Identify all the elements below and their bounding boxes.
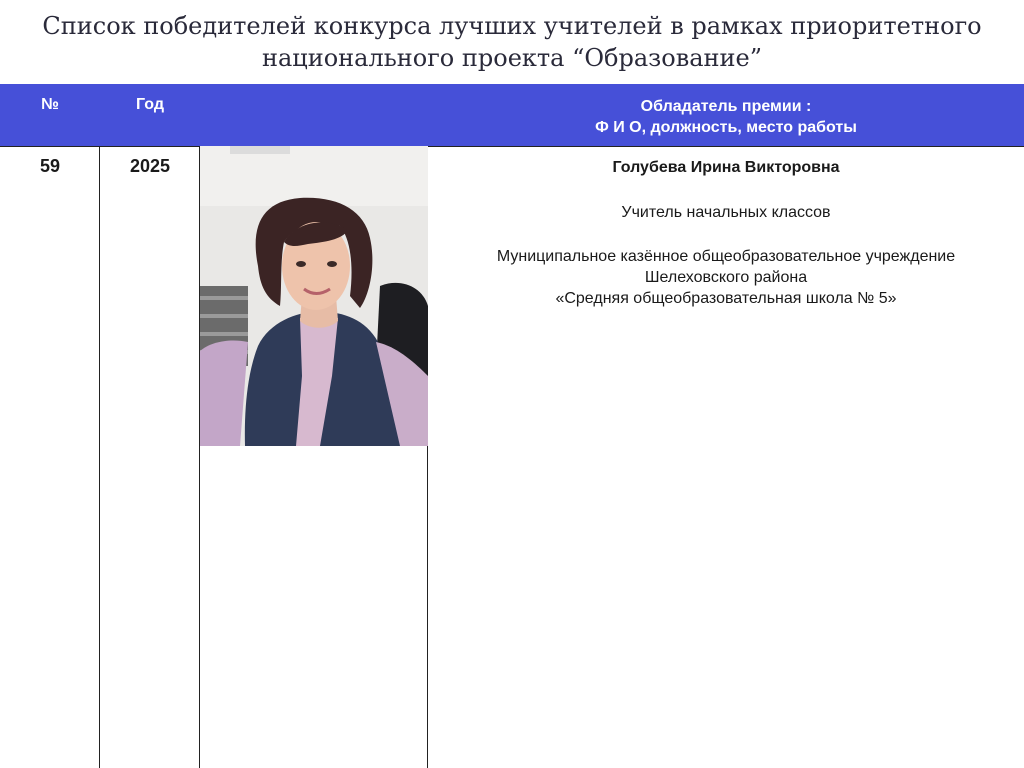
page-title-line-2: национального проекта “Образование” <box>261 44 762 72</box>
header-owner <box>428 84 1024 146</box>
header-owner-line-1: Обладатель премии : <box>640 98 812 115</box>
winner-photo <box>200 146 428 446</box>
portrait-image <box>200 146 428 446</box>
header-owner-line-2: Ф И О, должность, место работы <box>595 119 857 136</box>
winner-workplace <box>428 246 1024 309</box>
table-row-divider <box>0 146 1024 147</box>
header-year: Год <box>136 96 164 113</box>
workplace-line-1: Муниципальное казённое общеобразовательное учреждение <box>496 248 956 265</box>
winner-name: Голубева Ирина Викторовна <box>612 159 840 176</box>
winner-position: Учитель начальных классов <box>621 204 831 221</box>
workplace-line-2: Шелеховского района <box>644 269 808 286</box>
workplace-line-3: «Средняя общеобразовательная школа № 5» <box>555 290 897 307</box>
winner-info <box>428 157 1024 309</box>
page-title-line-1: Список победителей конкурса лучших учителей в рамках приоритетного <box>42 12 982 40</box>
column-divider-1 <box>99 146 100 768</box>
row-year: 2025 <box>129 156 171 176</box>
table-header <box>0 84 1024 146</box>
page-title <box>0 10 1024 74</box>
header-number: № <box>41 96 59 113</box>
row-number: 59 <box>39 156 61 176</box>
